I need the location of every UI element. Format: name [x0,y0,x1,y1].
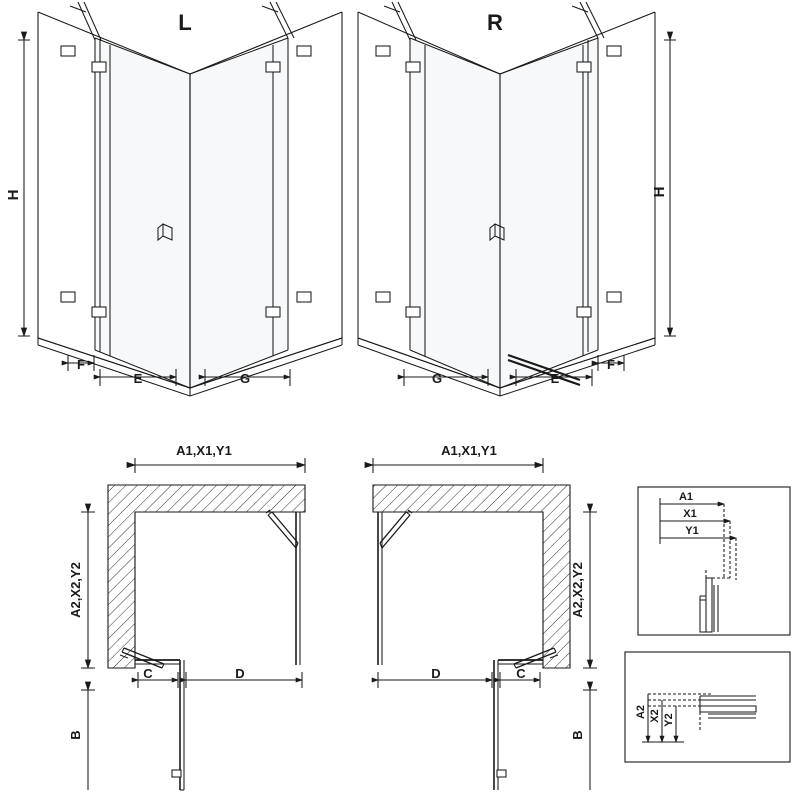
dim-label-A1X1Y1-left: A1,X1,Y1 [176,443,232,458]
dim-label-D-right: D [431,666,441,681]
detail-profile-horizontal [638,487,790,635]
dim-label-A2X2Y2-right: A2,X2,Y2 [570,562,585,618]
dim-label-F-right: F [607,357,615,372]
plan-left-view [68,443,305,790]
dim-label-C-right: C [516,666,526,681]
hand-label-L: L [178,10,192,35]
dim-label-Y1-detail: Y1 [685,525,699,537]
detail-profile-vertical [625,652,790,762]
hand-label-R: R [487,10,503,35]
dim-label-B-left: B [68,730,83,740]
dim-label-A1X1Y1-right: A1,X1,Y1 [441,443,497,458]
dim-label-A2-detail: A2 [635,704,647,720]
dim-label-H-left: H [5,189,22,201]
dim-label-F-left: F [77,357,85,372]
dim-label-G-right: G [431,371,443,386]
dim-label-X1-detail: X1 [683,508,697,520]
plan-right-view [373,443,597,790]
dim-label-E-left: E [133,371,143,386]
dim-label-D-left: D [235,666,245,681]
isometric-right-view [358,2,676,396]
dim-label-C-left: C [143,666,153,681]
dim-label-X2-detail: X2 [649,709,661,723]
isometric-left-view [5,2,342,396]
dim-label-H-right: H [651,186,668,198]
dim-label-B-right: B [570,730,585,740]
dim-label-G-left: G [239,371,251,386]
dim-label-E-right: E [550,371,560,386]
dim-label-A2X2Y2-left: A2,X2,Y2 [68,562,83,618]
dim-label-Y2-detail: Y2 [663,713,675,727]
dim-label-A1-detail: A1 [678,491,694,503]
